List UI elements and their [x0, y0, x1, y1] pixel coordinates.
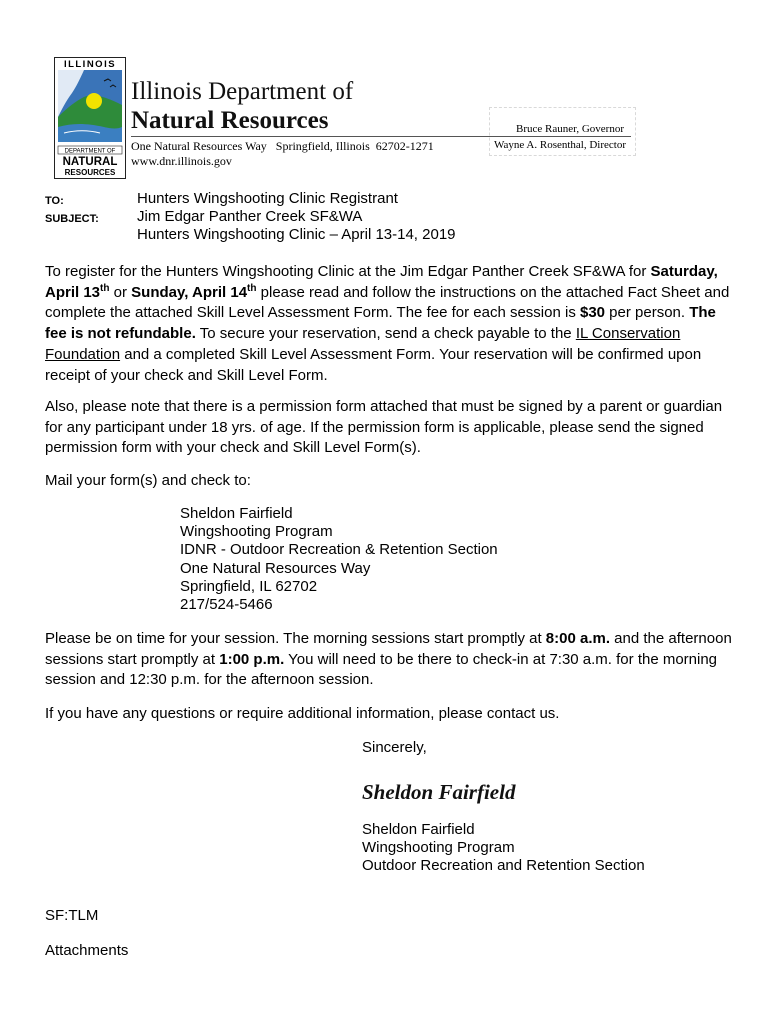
attachments-note: Attachments	[45, 942, 129, 959]
signature-block	[362, 821, 645, 876]
logo-resources-text: RESOURCES	[64, 168, 116, 177]
registration-paragraph	[45, 262, 735, 386]
to-label: TO:	[45, 195, 64, 207]
agency-name-line2: Natural Resources	[131, 107, 329, 134]
signer-title: Wingshooting Program	[362, 839, 515, 857]
logo-dept-text: DEPARTMENT OF	[64, 148, 116, 155]
to-value: Hunters Wingshooting Clinic Registrant	[137, 190, 398, 207]
p1-text-a: To register for the Hunters Wingshooting Clinic at the Jim Edgar Panther Creek SF&WA for	[45, 263, 651, 280]
subject-line-1: Jim Edgar Panther Creek SF&WA	[137, 208, 363, 225]
governor-name: Bruce Rauner, Governor	[516, 123, 624, 135]
handwritten-signature	[361, 777, 526, 807]
p1-text-b: please read and follow the instructions on the attached Fact Sheet and complete the attached Skill Level Assessment Form. The fee for each session is	[45, 283, 730, 322]
mail-intro: Mail your form(s) and check to:	[45, 472, 251, 489]
address-line: One Natural Resources Way	[180, 559, 371, 577]
agency-name	[131, 77, 353, 135]
saturday-date: Saturday, April 13th	[45, 263, 718, 301]
subject-line-2: Hunters Wingshooting Clinic – April 13-14, 2019	[137, 226, 456, 243]
mailing-address	[180, 505, 498, 614]
non-refundable-note: The fee is not refundable.	[45, 304, 716, 343]
p1-text-d: To secure your reservation, send a check payable to the	[195, 325, 576, 343]
p3-text-b: and the afternoon sessions start promptly at	[45, 630, 732, 668]
logo-natural-text: NATURAL	[62, 156, 118, 168]
permission-paragraph: Also, please note that there is a permission form attached that must be signed by a parent or guardian for any participant under 18 yrs. of age. If the permission form is applicable, please send the signed permission form with your check and Skill Level Form(s).	[45, 398, 723, 457]
p1-text-c: per person.	[605, 304, 690, 322]
p1-text-e: and a completed Skill Level Assessment Form. Your reservation will be confirmed upon receipt of your check and Skill Level Form.	[45, 345, 702, 384]
agency-website: www.dnr.illinois.gov	[131, 154, 232, 168]
p1-or: or	[109, 283, 132, 301]
signer-name: Sheldon Fairfield	[362, 821, 475, 838]
p3-text-c: You will need to be there to check-in at 7:30 a.m. for the morning session and 12:30 p.m. for the afternoon session.	[45, 650, 718, 689]
contact-paragraph: If you have any questions or require additional information, please contact us.	[45, 705, 560, 722]
morning-time: 8:00 a.m.	[545, 630, 611, 647]
address-line: Springfield, IL 62702	[180, 577, 318, 595]
afternoon-time: 1:00 p.m.	[219, 650, 285, 668]
payee-name: IL Conservation Foundation	[45, 325, 681, 363]
subject-label: SUBJECT:	[45, 213, 99, 225]
closing-salutation: Sincerely,	[362, 739, 427, 756]
p3-text-a: Please be on time for your session. The morning sessions start promptly at	[45, 630, 546, 647]
reference-initials: SF:TLM	[45, 907, 99, 924]
logo-illinois-text: ILLINOIS	[63, 59, 117, 70]
idnr-logo	[54, 57, 126, 179]
signature-text: Sheldon Fairfield	[362, 780, 516, 804]
agency-address: One Natural Resources Way Springfield, Illinois 62702-1271	[131, 139, 434, 153]
address-line: Sheldon Fairfield	[180, 505, 293, 522]
director-name: Wayne A. Rosenthal, Director	[494, 139, 626, 151]
address-line: Wingshooting Program	[180, 523, 333, 541]
address-line: IDNR - Outdoor Recreation & Retention Section	[180, 541, 498, 559]
schedule-paragraph	[45, 629, 735, 691]
fee-amount: $30	[579, 304, 606, 322]
address-phone: 217/524-5466	[180, 596, 273, 614]
sunday-date: Sunday, April 14th	[131, 282, 257, 301]
signer-section: Outdoor Recreation and Retention Section	[362, 857, 645, 875]
agency-name-line1: Illinois Department of	[131, 78, 354, 105]
